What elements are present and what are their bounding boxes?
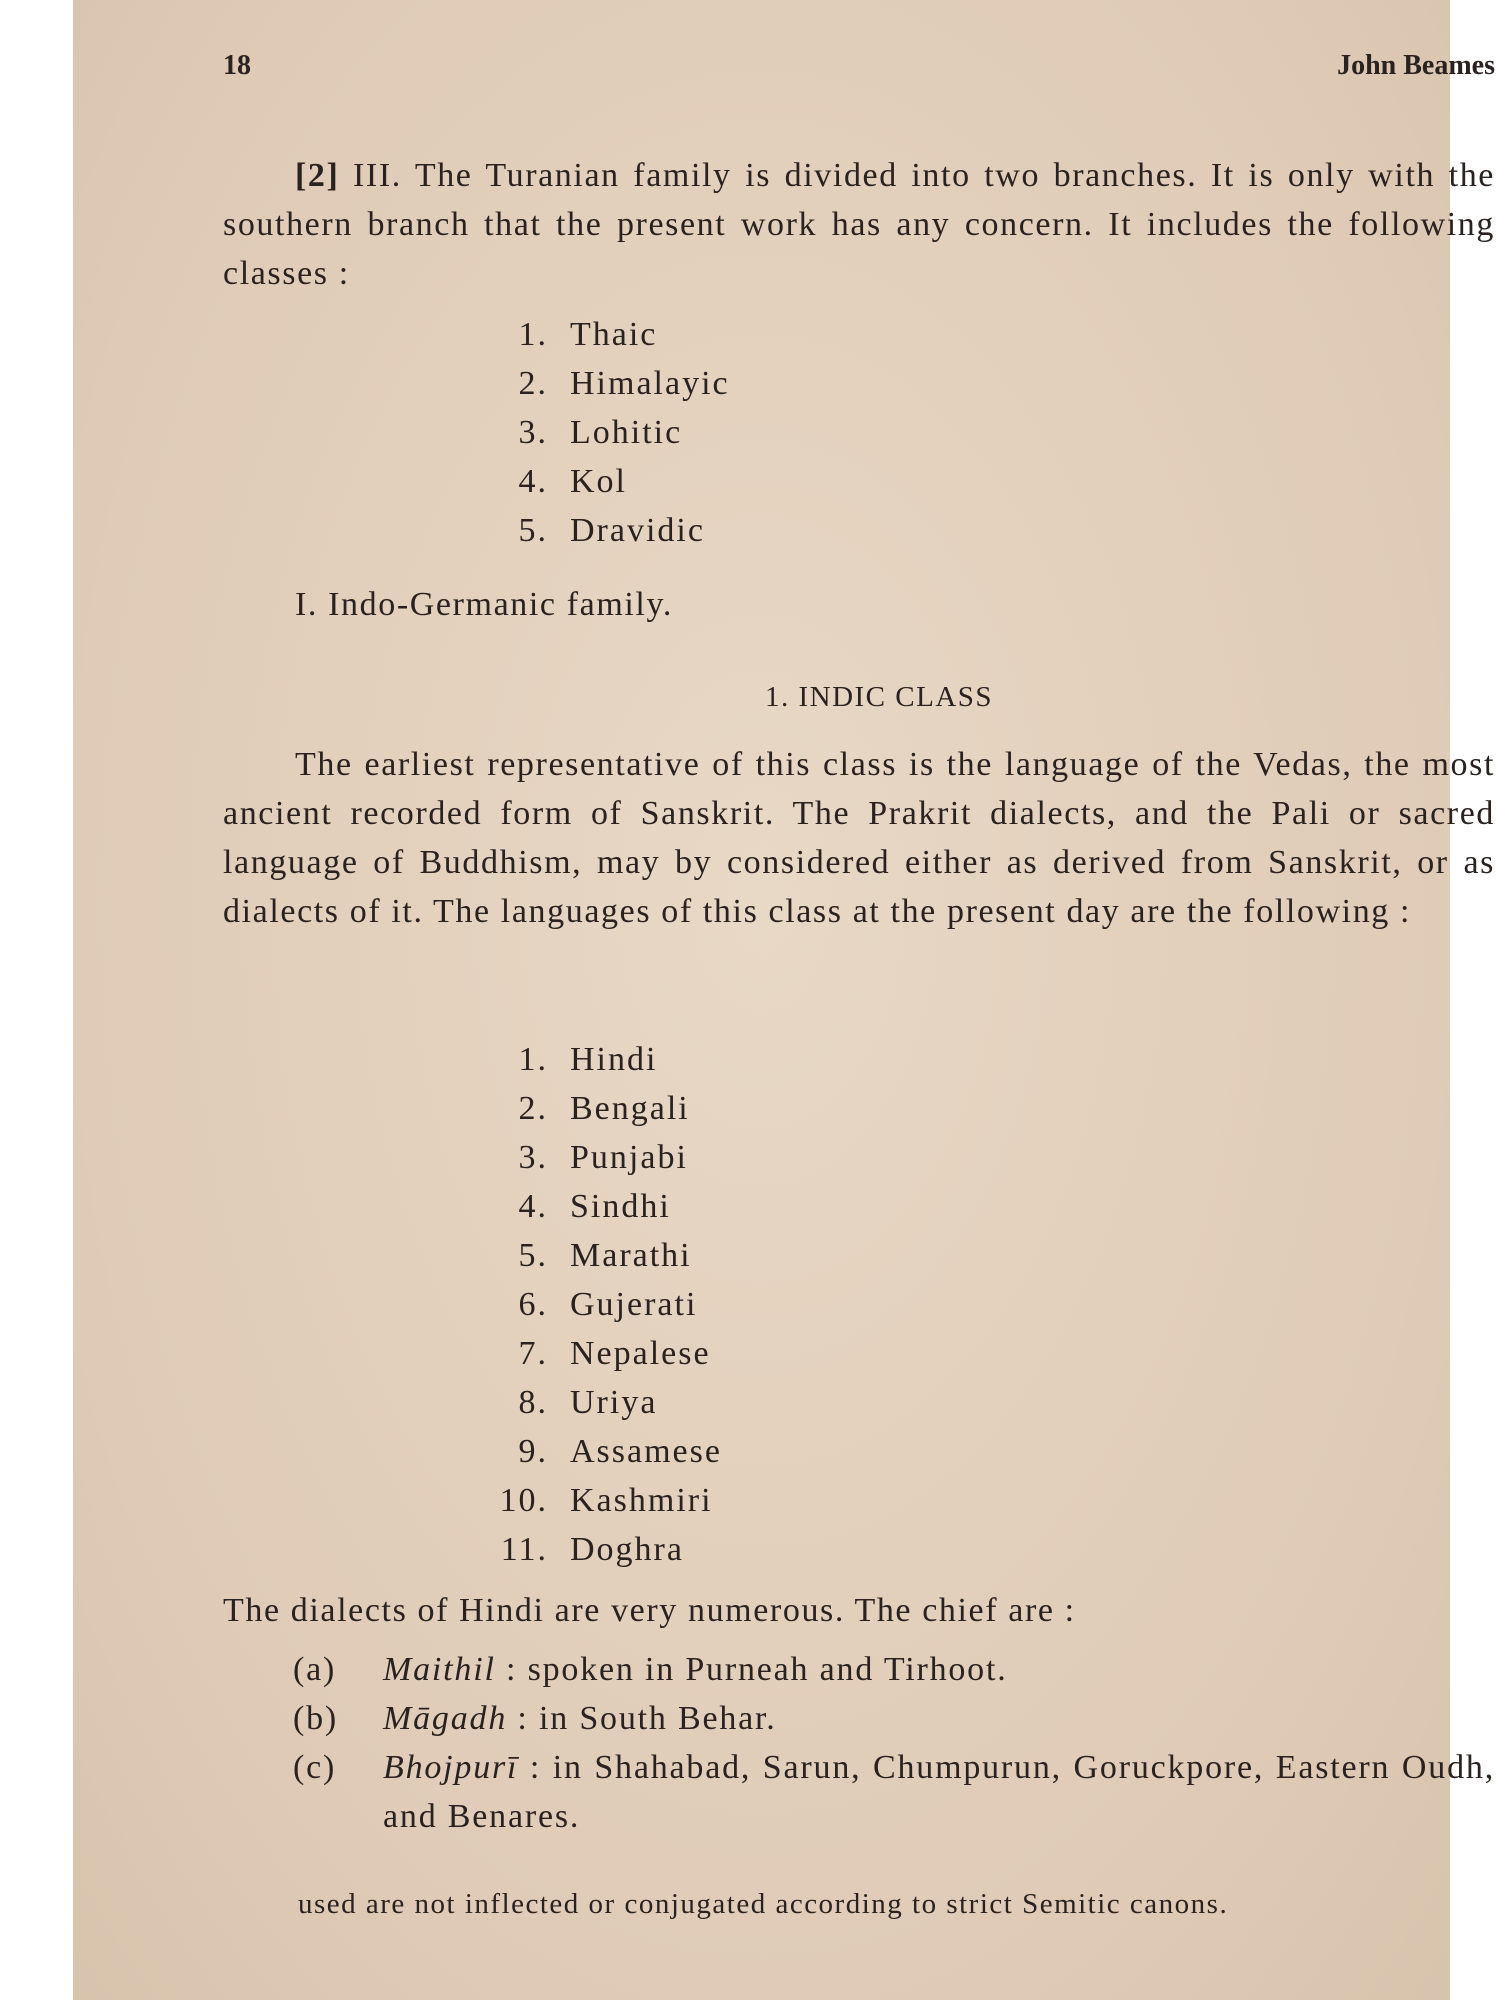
list-item: 2. Bengali	[518, 1090, 690, 1127]
list-item: 1. Hindi	[518, 1041, 658, 1078]
dialect-name: Maithil	[383, 1651, 496, 1688]
list-item: 9. Assamese	[518, 1433, 722, 1470]
list-item: 7. Nepalese	[518, 1335, 711, 1372]
indic-paragraph: The earliest representative of this class is the language of the Vedas, the most ancient recorded form of Sanskrit. The Prakrit dialects, and the Pali or sacred language of Buddhism, may by considered either as derived from Sanskrit, or as dialects of it. The languages of this class at the present day are the following :	[223, 746, 1495, 930]
indic-languages-list	[468, 1035, 722, 1574]
dialect-name: Bhojpurī	[383, 1749, 519, 1786]
list-item: (b) Māgadh : in South Behar.	[293, 1700, 777, 1737]
list-item: 4. Kol	[518, 463, 627, 500]
list-item: 8. Uriya	[518, 1384, 658, 1421]
list-item: 3. Lohitic	[518, 414, 683, 451]
footnote: used are not inflected or conjugated according to strict Semitic canons.	[298, 1888, 1229, 1920]
turanian-classes-list	[468, 310, 730, 555]
section-heading: 1. INDIC CLASS	[764, 681, 994, 713]
page-number: 18	[223, 50, 251, 81]
family-heading: I. Indo-Germanic family.	[295, 586, 673, 623]
list-item: 10. Kashmiri	[499, 1482, 713, 1519]
turanian-paragraph	[223, 151, 1495, 298]
section-marker: [2]	[295, 157, 340, 194]
list-item: 5. Dravidic	[518, 512, 705, 549]
list-item: 4. Sindhi	[518, 1188, 671, 1225]
book-page	[73, 0, 1495, 2000]
list-item: (a) Maithil : spoken in Purneah and Tirhoot.	[293, 1651, 1008, 1688]
list-item: 2. Himalayic	[518, 365, 730, 402]
list-item: 11. Doghra	[500, 1531, 684, 1568]
dialects-intro: The dialects of Hindi are very numerous. The chief are :	[223, 1592, 1076, 1629]
dialect-name: Māgadh	[383, 1700, 508, 1737]
running-head: John Beames	[1337, 50, 1495, 81]
list-item: (c) Bhojpurī : in Shahabad, Sarun, Chumpurun, Goruckpore, Eastern Oudh, and Benares.	[293, 1749, 1495, 1835]
list-item: 1. Thaic	[518, 316, 658, 353]
list-item: 3. Punjabi	[518, 1139, 688, 1176]
dialects-list	[293, 1645, 1495, 1841]
page-header	[223, 50, 1495, 90]
turanian-paragraph-text: III. The Turanian family is divided into two branches. It is only with the southern branch that the present work has any concern. It includes the following classes :	[223, 157, 1495, 292]
list-item: 5. Marathi	[518, 1237, 692, 1274]
list-item: 6. Gujerati	[518, 1286, 698, 1323]
